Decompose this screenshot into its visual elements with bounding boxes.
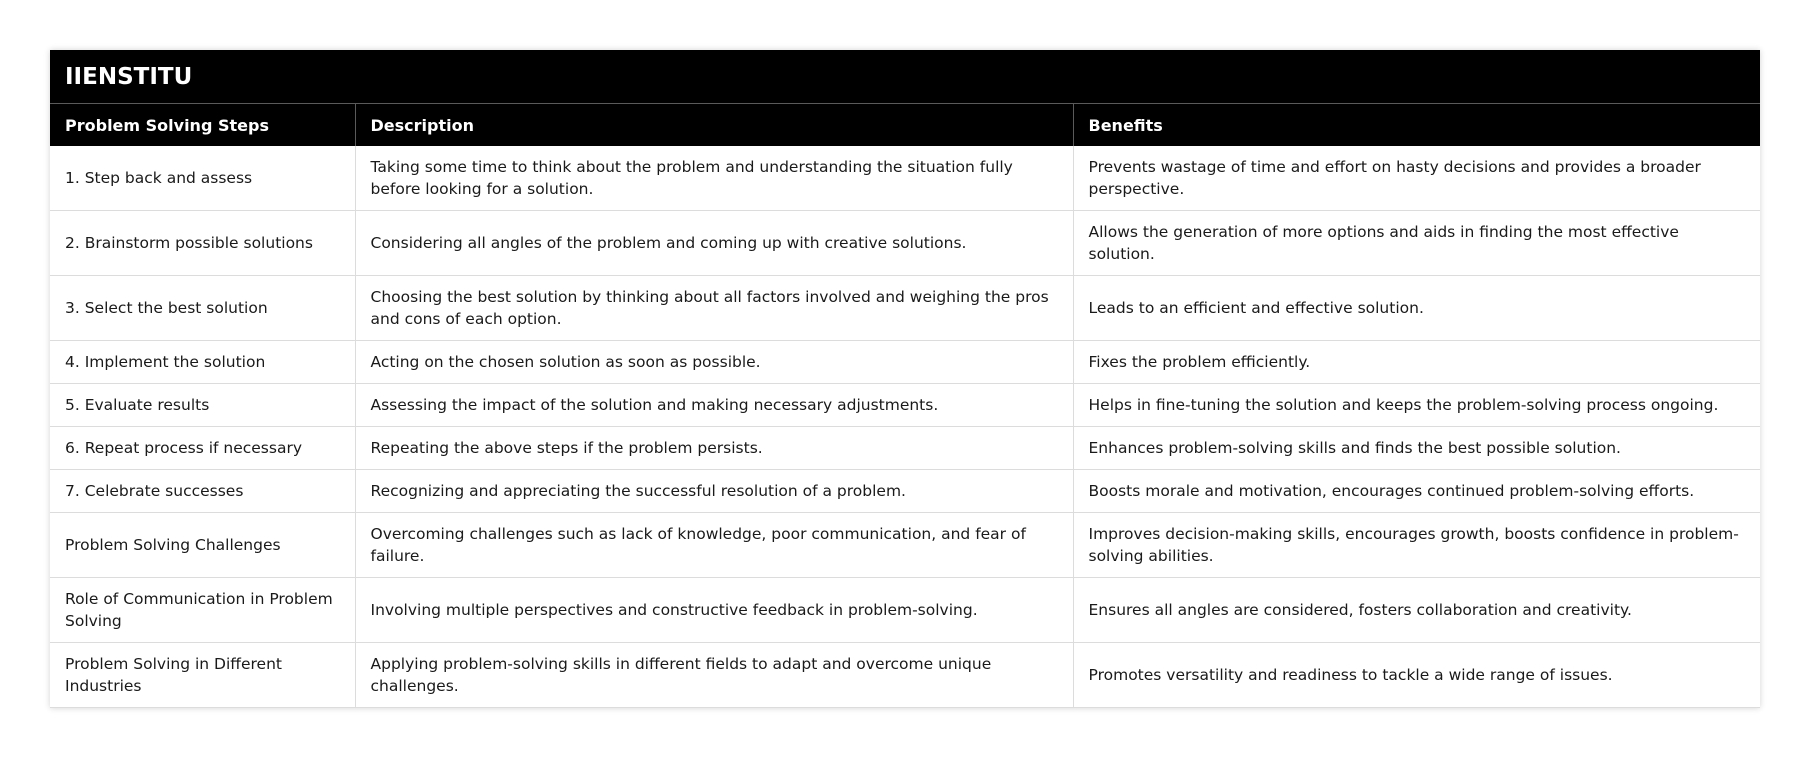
step-cell: 2. Brainstorm possible solutions: [50, 211, 355, 276]
table-row: [50, 341, 1760, 384]
step-cell: 5. Evaluate results: [50, 384, 355, 427]
step-cell: 3. Select the best solution: [50, 276, 355, 341]
step-cell: 1. Step back and assess: [50, 146, 355, 211]
table-row: [50, 513, 1760, 578]
step-cell: 7. Celebrate successes: [50, 470, 355, 513]
description-cell: Taking some time to think about the problem and understanding the situation fully before looking for a solution.: [355, 146, 1073, 211]
benefits-cell: Helps in fine-tuning the solution and keeps the problem-solving process ongoing.: [1073, 384, 1760, 427]
benefits-cell: Boosts morale and motivation, encourages continued problem-solving efforts.: [1073, 470, 1760, 513]
brand-row: [50, 50, 1760, 104]
step-cell: Role of Communication in Problem Solving: [50, 578, 355, 643]
description-cell: Involving multiple perspectives and constructive feedback in problem-solving.: [355, 578, 1073, 643]
description-cell: Overcoming challenges such as lack of knowledge, poor communication, and fear of failure.: [355, 513, 1073, 578]
benefits-cell: Fixes the problem efficiently.: [1073, 341, 1760, 384]
benefits-cell: Promotes versatility and readiness to tackle a wide range of issues.: [1073, 643, 1760, 708]
description-cell: Applying problem-solving skills in different fields to adapt and overcome unique challenges.: [355, 643, 1073, 708]
brand-title: IIENSTITU: [50, 50, 1760, 104]
benefits-cell: Ensures all angles are considered, fosters collaboration and creativity.: [1073, 578, 1760, 643]
problem-solving-table: [50, 50, 1760, 708]
table-row: [50, 276, 1760, 341]
benefits-cell: Leads to an efficient and effective solution.: [1073, 276, 1760, 341]
table-row: [50, 146, 1760, 211]
table-row: [50, 384, 1760, 427]
step-cell: Problem Solving in Different Industries: [50, 643, 355, 708]
description-cell: Acting on the chosen solution as soon as possible.: [355, 341, 1073, 384]
table-row: [50, 643, 1760, 708]
steps-table-container: [50, 50, 1760, 708]
benefits-cell: Improves decision-making skills, encourages growth, boosts confidence in problem-solving abilities.: [1073, 513, 1760, 578]
table-row: [50, 427, 1760, 470]
benefits-cell: Prevents wastage of time and effort on hasty decisions and provides a broader perspective.: [1073, 146, 1760, 211]
step-cell: Problem Solving Challenges: [50, 513, 355, 578]
table-row: [50, 470, 1760, 513]
benefits-cell: Enhances problem-solving skills and finds the best possible solution.: [1073, 427, 1760, 470]
step-cell: 4. Implement the solution: [50, 341, 355, 384]
description-cell: Recognizing and appreciating the successful resolution of a problem.: [355, 470, 1073, 513]
description-cell: Assessing the impact of the solution and making necessary adjustments.: [355, 384, 1073, 427]
column-header-steps: Problem Solving Steps: [50, 104, 355, 147]
description-cell: Repeating the above steps if the problem persists.: [355, 427, 1073, 470]
column-header-benefits: Benefits: [1073, 104, 1760, 147]
table-row: [50, 578, 1760, 643]
table-row: [50, 211, 1760, 276]
description-cell: Choosing the best solution by thinking about all factors involved and weighing the pros and cons of each option.: [355, 276, 1073, 341]
description-cell: Considering all angles of the problem and coming up with creative solutions.: [355, 211, 1073, 276]
benefits-cell: Allows the generation of more options and aids in finding the most effective solution.: [1073, 211, 1760, 276]
column-header-description: Description: [355, 104, 1073, 147]
header-row: [50, 104, 1760, 147]
step-cell: 6. Repeat process if necessary: [50, 427, 355, 470]
